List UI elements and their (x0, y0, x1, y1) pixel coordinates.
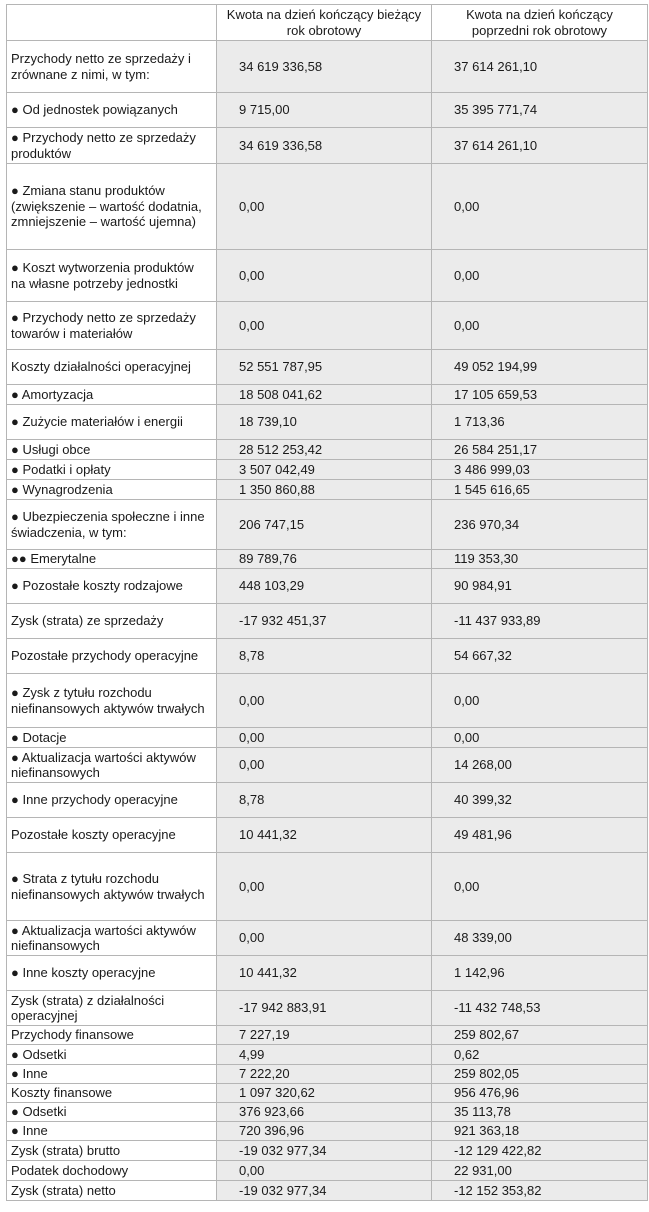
row-label: ● Aktualizacja wartości aktywów niefinansowych (7, 921, 217, 956)
row-label: ● Inne koszty operacyjne (7, 956, 217, 991)
previous-year-amount: 119 353,30 (432, 550, 648, 569)
current-year-amount: 52 551 787,95 (217, 350, 432, 385)
table-row (7, 440, 648, 460)
header-current-year: Kwota na dzień kończący bieżący rok obrotowy (217, 5, 432, 41)
header-previous-year: Kwota na dzień kończący poprzedni rok obrotowy (432, 5, 648, 41)
row-label: ●● Emerytalne (7, 550, 217, 569)
previous-year-amount: 259 802,05 (432, 1065, 648, 1084)
current-year-amount: 4,99 (217, 1045, 432, 1065)
table-row (7, 604, 648, 639)
row-label: Zysk (strata) ze sprzedaży (7, 604, 217, 639)
current-year-amount: 1 350 860,88 (217, 480, 432, 500)
previous-year-amount: 90 984,91 (432, 569, 648, 604)
current-year-amount: -17 942 883,91 (217, 991, 432, 1026)
previous-year-amount: 0,00 (432, 164, 648, 250)
previous-year-amount: 49 481,96 (432, 818, 648, 853)
row-label: ● Strata z tytułu rozchodu niefinansowych aktywów trwałych (7, 853, 217, 921)
previous-year-amount: -12 152 353,82 (432, 1181, 648, 1201)
current-year-amount: 34 619 336,58 (217, 41, 432, 93)
previous-year-amount: 54 667,32 (432, 639, 648, 674)
previous-year-amount: 1 545 616,65 (432, 480, 648, 500)
table-row (7, 302, 648, 350)
previous-year-amount: 236 970,34 (432, 500, 648, 550)
row-label: Zysk (strata) z działalności operacyjnej (7, 991, 217, 1026)
row-label: ● Koszt wytworzenia produktów na własne potrzeby jednostki (7, 250, 217, 302)
current-year-amount: -19 032 977,34 (217, 1181, 432, 1201)
row-label: ● Inne (7, 1122, 217, 1141)
previous-year-amount: 0,00 (432, 674, 648, 728)
row-label: Koszty działalności operacyjnej (7, 350, 217, 385)
previous-year-amount: 14 268,00 (432, 748, 648, 783)
row-label: ● Inne przychody operacyjne (7, 783, 217, 818)
table-row (7, 128, 648, 164)
previous-year-amount: 0,00 (432, 302, 648, 350)
row-label: Pozostałe koszty operacyjne (7, 818, 217, 853)
current-year-amount: 1 097 320,62 (217, 1084, 432, 1103)
table-row (7, 250, 648, 302)
row-label: ● Odsetki (7, 1045, 217, 1065)
table-row (7, 783, 648, 818)
current-year-amount: 28 512 253,42 (217, 440, 432, 460)
row-label: ● Odsetki (7, 1103, 217, 1122)
row-label: ● Usługi obce (7, 440, 217, 460)
header-row (7, 5, 648, 41)
current-year-amount: 0,00 (217, 302, 432, 350)
previous-year-amount: 1 142,96 (432, 956, 648, 991)
previous-year-amount: 37 614 261,10 (432, 41, 648, 93)
row-label: ● Aktualizacja wartości aktywów niefinansowych (7, 748, 217, 783)
row-label: ● Podatki i opłaty (7, 460, 217, 480)
row-label: Przychody netto ze sprzedaży i zrównane z nimi, w tym: (7, 41, 217, 93)
table-row (7, 853, 648, 921)
table-row (7, 500, 648, 550)
table-row (7, 1084, 648, 1103)
current-year-amount: 34 619 336,58 (217, 128, 432, 164)
previous-year-amount: 1 713,36 (432, 405, 648, 440)
row-label: Koszty finansowe (7, 1084, 217, 1103)
row-label: Podatek dochodowy (7, 1161, 217, 1181)
previous-year-amount: 48 339,00 (432, 921, 648, 956)
table-row (7, 1141, 648, 1161)
table-row (7, 164, 648, 250)
current-year-amount: 7 222,20 (217, 1065, 432, 1084)
row-label: ● Ubezpieczenia społeczne i inne świadczenia, w tym: (7, 500, 217, 550)
previous-year-amount: 35 113,78 (432, 1103, 648, 1122)
previous-year-amount: 26 584 251,17 (432, 440, 648, 460)
table-row (7, 569, 648, 604)
row-label: Przychody finansowe (7, 1026, 217, 1045)
table-row (7, 460, 648, 480)
previous-year-amount: 40 399,32 (432, 783, 648, 818)
current-year-amount: 89 789,76 (217, 550, 432, 569)
table-row (7, 1026, 648, 1045)
row-label: ● Przychody netto ze sprzedaży towarów i materiałów (7, 302, 217, 350)
current-year-amount: 720 396,96 (217, 1122, 432, 1141)
table-row (7, 991, 648, 1026)
previous-year-amount: -12 129 422,82 (432, 1141, 648, 1161)
current-year-amount: 3 507 042,49 (217, 460, 432, 480)
table-row (7, 93, 648, 128)
row-label: Zysk (strata) netto (7, 1181, 217, 1201)
current-year-amount: 0,00 (217, 250, 432, 302)
row-label: ● Wynagrodzenia (7, 480, 217, 500)
table-row (7, 921, 648, 956)
previous-year-amount: 0,62 (432, 1045, 648, 1065)
current-year-amount: 0,00 (217, 1161, 432, 1181)
table-row (7, 550, 648, 569)
table-row (7, 1181, 648, 1201)
table-row (7, 674, 648, 728)
previous-year-amount: 17 105 659,53 (432, 385, 648, 405)
table-row (7, 956, 648, 991)
current-year-amount: 0,00 (217, 728, 432, 748)
current-year-amount: 0,00 (217, 674, 432, 728)
income-statement-table (6, 4, 648, 1201)
current-year-amount: 206 747,15 (217, 500, 432, 550)
row-label: ● Zużycie materiałów i energii (7, 405, 217, 440)
table-row (7, 41, 648, 93)
current-year-amount: 0,00 (217, 164, 432, 250)
previous-year-amount: 921 363,18 (432, 1122, 648, 1141)
current-year-amount: 8,78 (217, 783, 432, 818)
table-row (7, 350, 648, 385)
current-year-amount: -17 932 451,37 (217, 604, 432, 639)
table-row (7, 405, 648, 440)
row-label: ● Przychody netto ze sprzedaży produktów (7, 128, 217, 164)
current-year-amount: 0,00 (217, 748, 432, 783)
table-row (7, 480, 648, 500)
table-body (7, 41, 648, 1201)
current-year-amount: 9 715,00 (217, 93, 432, 128)
current-year-amount: 448 103,29 (217, 569, 432, 604)
row-label: ● Zmiana stanu produktów (zwiększenie – wartość dodatnia, zmniejszenie – wartość ujemna) (7, 164, 217, 250)
row-label: ● Dotacje (7, 728, 217, 748)
previous-year-amount: 49 052 194,99 (432, 350, 648, 385)
current-year-amount: 376 923,66 (217, 1103, 432, 1122)
row-label: ● Zysk z tytułu rozchodu niefinansowych aktywów trwałych (7, 674, 217, 728)
current-year-amount: 18 739,10 (217, 405, 432, 440)
current-year-amount: 10 441,32 (217, 956, 432, 991)
table-row (7, 639, 648, 674)
row-label: Zysk (strata) brutto (7, 1141, 217, 1161)
table-row (7, 1065, 648, 1084)
table-row (7, 728, 648, 748)
table-row (7, 1103, 648, 1122)
table-row (7, 1045, 648, 1065)
table-row (7, 1161, 648, 1181)
current-year-amount: 18 508 041,62 (217, 385, 432, 405)
header-blank-cell (7, 5, 217, 41)
current-year-amount: 8,78 (217, 639, 432, 674)
current-year-amount: 0,00 (217, 853, 432, 921)
previous-year-amount: 35 395 771,74 (432, 93, 648, 128)
previous-year-amount: 37 614 261,10 (432, 128, 648, 164)
current-year-amount: 0,00 (217, 921, 432, 956)
previous-year-amount: 956 476,96 (432, 1084, 648, 1103)
previous-year-amount: -11 432 748,53 (432, 991, 648, 1026)
table-row (7, 748, 648, 783)
previous-year-amount: 0,00 (432, 728, 648, 748)
table-row (7, 818, 648, 853)
current-year-amount: 7 227,19 (217, 1026, 432, 1045)
table-header (7, 5, 648, 41)
previous-year-amount: 0,00 (432, 250, 648, 302)
previous-year-amount: -11 437 933,89 (432, 604, 648, 639)
table-row (7, 1122, 648, 1141)
row-label: ● Amortyzacja (7, 385, 217, 405)
current-year-amount: 10 441,32 (217, 818, 432, 853)
previous-year-amount: 259 802,67 (432, 1026, 648, 1045)
current-year-amount: -19 032 977,34 (217, 1141, 432, 1161)
row-label: ● Od jednostek powiązanych (7, 93, 217, 128)
table-row (7, 385, 648, 405)
row-label: ● Inne (7, 1065, 217, 1084)
previous-year-amount: 3 486 999,03 (432, 460, 648, 480)
previous-year-amount: 0,00 (432, 853, 648, 921)
row-label: ● Pozostałe koszty rodzajowe (7, 569, 217, 604)
row-label: Pozostałe przychody operacyjne (7, 639, 217, 674)
previous-year-amount: 22 931,00 (432, 1161, 648, 1181)
